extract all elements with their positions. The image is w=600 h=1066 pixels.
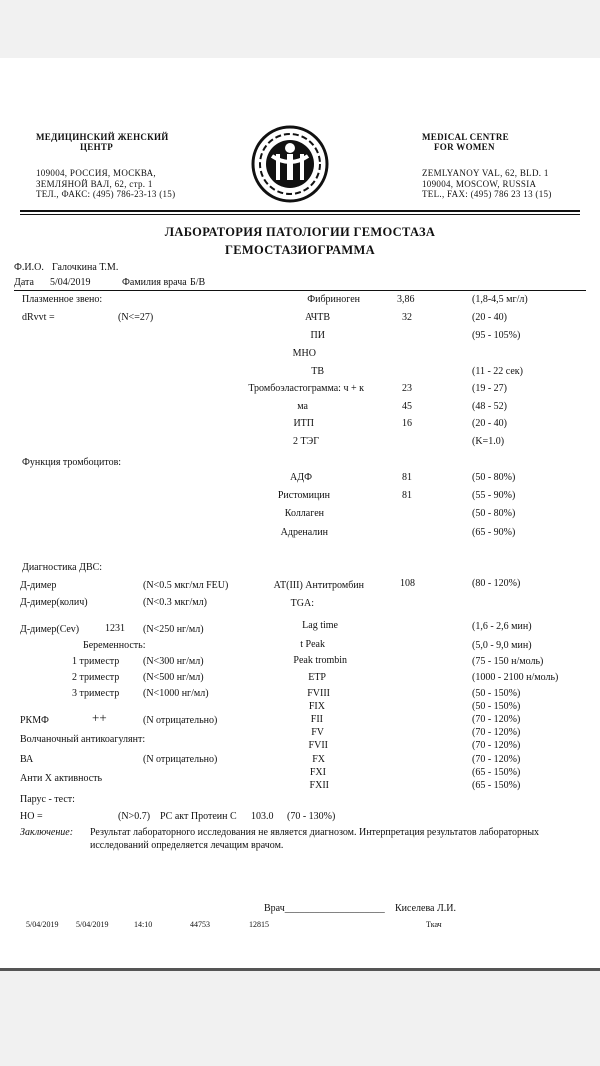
report-title: ГЕМОСТАЗИОГРАММА: [225, 243, 375, 257]
ddimer-cev-norm: (N<250 нг/мл): [143, 624, 204, 635]
at3-value: 108: [400, 578, 415, 589]
teg-rk-label: Тромбоэластограмма: ч + к: [248, 383, 364, 394]
achtv-norm: (20 - 40): [472, 312, 507, 323]
plasma-heading: Плазменное звено:: [22, 294, 103, 305]
tv-norm: (11 - 22 сек): [472, 366, 523, 377]
date-label: Дата: [14, 277, 34, 288]
fviii-norm: (50 - 150%): [472, 688, 521, 699]
conclusion-label: Заключение:: [20, 827, 74, 838]
signature-label: Врач____________________: [264, 903, 385, 914]
ma-label: ма: [297, 401, 308, 412]
clinic-phone-ru: ТЕЛ., ФАКС: (495) 786-23-13 (15): [36, 189, 176, 199]
pregnancy-label: Беременность:: [83, 640, 146, 651]
conclusion-line-1: Результат лабораторного исследования не является диагнозом. Интерпретация результатов лабораторных: [90, 827, 540, 838]
rkmf-norm: (N отрицательно): [143, 715, 218, 726]
pi-label: ПИ: [310, 330, 325, 341]
ba-norm: (N отрицательно): [143, 754, 218, 765]
fxi-norm: (65 - 150%): [472, 767, 521, 778]
ddimer-cev-label: Д-димер(Cev): [20, 624, 80, 635]
teg2-norm: (K=1.0): [472, 436, 505, 447]
fv-norm: (70 - 120%): [472, 727, 521, 738]
drvvt-norm: (N<=27): [118, 312, 154, 323]
fxi-label: FXI: [309, 767, 326, 778]
clinic-name-en: MEDICAL CENTRE: [422, 132, 509, 142]
fix-norm: (50 - 150%): [472, 701, 521, 712]
itp-norm: (20 - 40): [472, 418, 507, 429]
ma-norm: (48 - 52): [472, 401, 507, 412]
lag-norm: (1,6 - 2,6 мин): [472, 621, 532, 632]
header-rule-thin: [20, 214, 580, 215]
fio-label: Ф.И.О.: [14, 262, 44, 273]
conclusion-line-2: исследований определяется лечащим врачом.: [90, 840, 284, 851]
footer-date-1: 5/04/2019: [26, 920, 59, 929]
footer-user: Ткач: [426, 920, 442, 929]
footer-number-1: 44753: [190, 920, 210, 929]
etp-norm: (1000 - 2100 н/моль): [472, 672, 559, 683]
ristomycin-norm: (55 - 90%): [472, 490, 516, 501]
no-norm: (N>0.7): [118, 811, 151, 822]
header-rule: [20, 210, 580, 212]
ddimer-label: Д-димер: [20, 580, 57, 591]
peak-norm: (75 - 150 н/моль): [472, 656, 544, 667]
fix-label: FIX: [308, 701, 325, 712]
fibrinogen-norm: (1,8-4,5 мг/л): [472, 294, 528, 305]
collagen-label: Коллаген: [284, 508, 324, 519]
fii-label: FII: [310, 714, 323, 725]
fibrinogen-value: 3,86: [397, 294, 415, 305]
clinic-address-en-1: ZEMLYANOY VAL, 62, BLD. 1: [422, 168, 549, 178]
rkmf-label: РКМФ: [20, 715, 49, 726]
doctor-label: Фамилия врача: [122, 277, 187, 288]
fxii-label: FXII: [309, 780, 329, 791]
fviii-label: FVIII: [307, 688, 330, 699]
fibrinogen-label: Фибриноген: [307, 294, 360, 305]
ddimer-cev-value: 1231: [105, 623, 125, 634]
fii-norm: (70 - 120%): [472, 714, 521, 725]
fvii-label: FVII: [308, 740, 328, 751]
collagen-norm: (50 - 80%): [472, 508, 516, 519]
pc-value: 103.0: [251, 811, 274, 822]
signature-name: Киселева Л.И.: [395, 903, 456, 914]
page-bottom-edge: [0, 968, 600, 971]
lupus-label: Волчаночный антикоагулянт:: [20, 734, 146, 745]
tpeak-label: t Peak: [300, 639, 325, 650]
footer-number-2: 12815: [249, 920, 269, 929]
ddimer-q-label: Д-димер(колич): [20, 597, 88, 608]
patient-name: Галочкина Т.М.: [52, 262, 119, 273]
mno-label: МНО: [292, 348, 316, 359]
antix-label: Анти Х активность: [20, 773, 103, 784]
adf-value: 81: [402, 472, 412, 483]
footer-time: 14:10: [134, 920, 153, 929]
clinic-name-ru: МЕДИЦИНСКИЙ ЖЕНСКИЙ: [36, 132, 169, 142]
achtv-label: АЧТВ: [305, 312, 330, 323]
clinic-phone-en: TEL., FAX: (495) 786 23 13 (15): [422, 189, 552, 199]
tri3-label: 3 триместр: [72, 688, 120, 699]
doctor-name: Б/В: [190, 277, 206, 288]
lab-title: ЛАБОРАТОРИЯ ПАТОЛОГИИ ГЕМОСТАЗА: [164, 225, 436, 239]
lag-label: Lag time: [302, 620, 338, 631]
logo-emblem-icon: [250, 124, 330, 204]
report-date: 5/04/2019: [50, 277, 91, 288]
tri2-label: 2 триместр: [72, 672, 120, 683]
tri2-norm: (N<500 нг/мл): [143, 672, 204, 683]
teg-rk-value: 23: [402, 383, 412, 394]
clinic-name-ru-2: ЦЕНТР: [80, 142, 114, 152]
teg-rk-norm: (19 - 27): [472, 383, 507, 394]
itp-value: 16: [402, 418, 412, 429]
ba-label: ВА: [20, 754, 34, 765]
pc-norm: (70 - 130%): [287, 811, 336, 822]
fx-norm: (70 - 120%): [472, 754, 521, 765]
ddimer-norm: (N<0.5 мкг/мл FEU): [143, 580, 229, 591]
etp-label: ETP: [308, 672, 326, 683]
ddimer-q-norm: (N<0.3 мкг/мл): [143, 597, 207, 608]
teg2-label: 2 ТЭГ: [293, 436, 319, 447]
peak-label: Peak trombin: [293, 655, 347, 666]
adf-label: АДФ: [290, 472, 312, 483]
ma-value: 45: [402, 401, 412, 412]
dvs-heading: Диагностика ДВС:: [22, 562, 103, 573]
clinic-address-ru-2: ЗЕМЛЯНОЙ ВАЛ, 62, стр. 1: [36, 179, 153, 189]
adrenalin-label: Адреналин: [280, 527, 328, 538]
clinic-logo: [250, 124, 330, 204]
fx-label: FX: [312, 754, 325, 765]
no-label: НО =: [20, 811, 43, 822]
pi-norm: (95 - 105%): [472, 330, 521, 341]
clinic-address-ru-1: 109004, РОССИЯ, МОСКВА,: [36, 168, 156, 178]
tga-label: TGA:: [290, 598, 314, 609]
fxii-norm: (65 - 150%): [472, 780, 521, 791]
drvvt-label: dRvvt =: [22, 312, 55, 323]
at3-label: АТ(III) Антитромбин: [273, 580, 364, 591]
at3-norm: (80 - 120%): [472, 578, 521, 589]
achtv-value: 32: [402, 312, 412, 323]
tri1-label: 1 триместр: [72, 656, 120, 667]
ristomycin-label: Ристомицин: [277, 490, 330, 501]
platelet-heading: Функция тромбоцитов:: [22, 457, 122, 468]
fv-label: FV: [311, 727, 324, 738]
patient-rule: [14, 290, 586, 291]
tri3-norm: (N<1000 нг/мл): [143, 688, 209, 699]
fvii-norm: (70 - 120%): [472, 740, 521, 751]
tpeak-norm: (5,0 - 9,0 мин): [472, 640, 532, 651]
itp-label: ИТП: [293, 418, 314, 429]
adf-norm: (50 - 80%): [472, 472, 516, 483]
footer-date-2: 5/04/2019: [76, 920, 109, 929]
adrenalin-norm: (65 - 90%): [472, 527, 516, 538]
clinic-name-en-2: FOR WOMEN: [434, 142, 495, 152]
tv-label: ТВ: [311, 366, 324, 377]
tri1-norm: (N<300 нг/мл): [143, 656, 204, 667]
rkmf-value: ++: [92, 710, 107, 725]
parus-label: Парус - тест:: [20, 794, 75, 805]
pc-label: РС акт Протеин С: [160, 811, 237, 822]
ristomycin-value: 81: [402, 490, 412, 501]
clinic-address-en-2: 109004, MOSCOW, RUSSIA: [422, 179, 537, 189]
